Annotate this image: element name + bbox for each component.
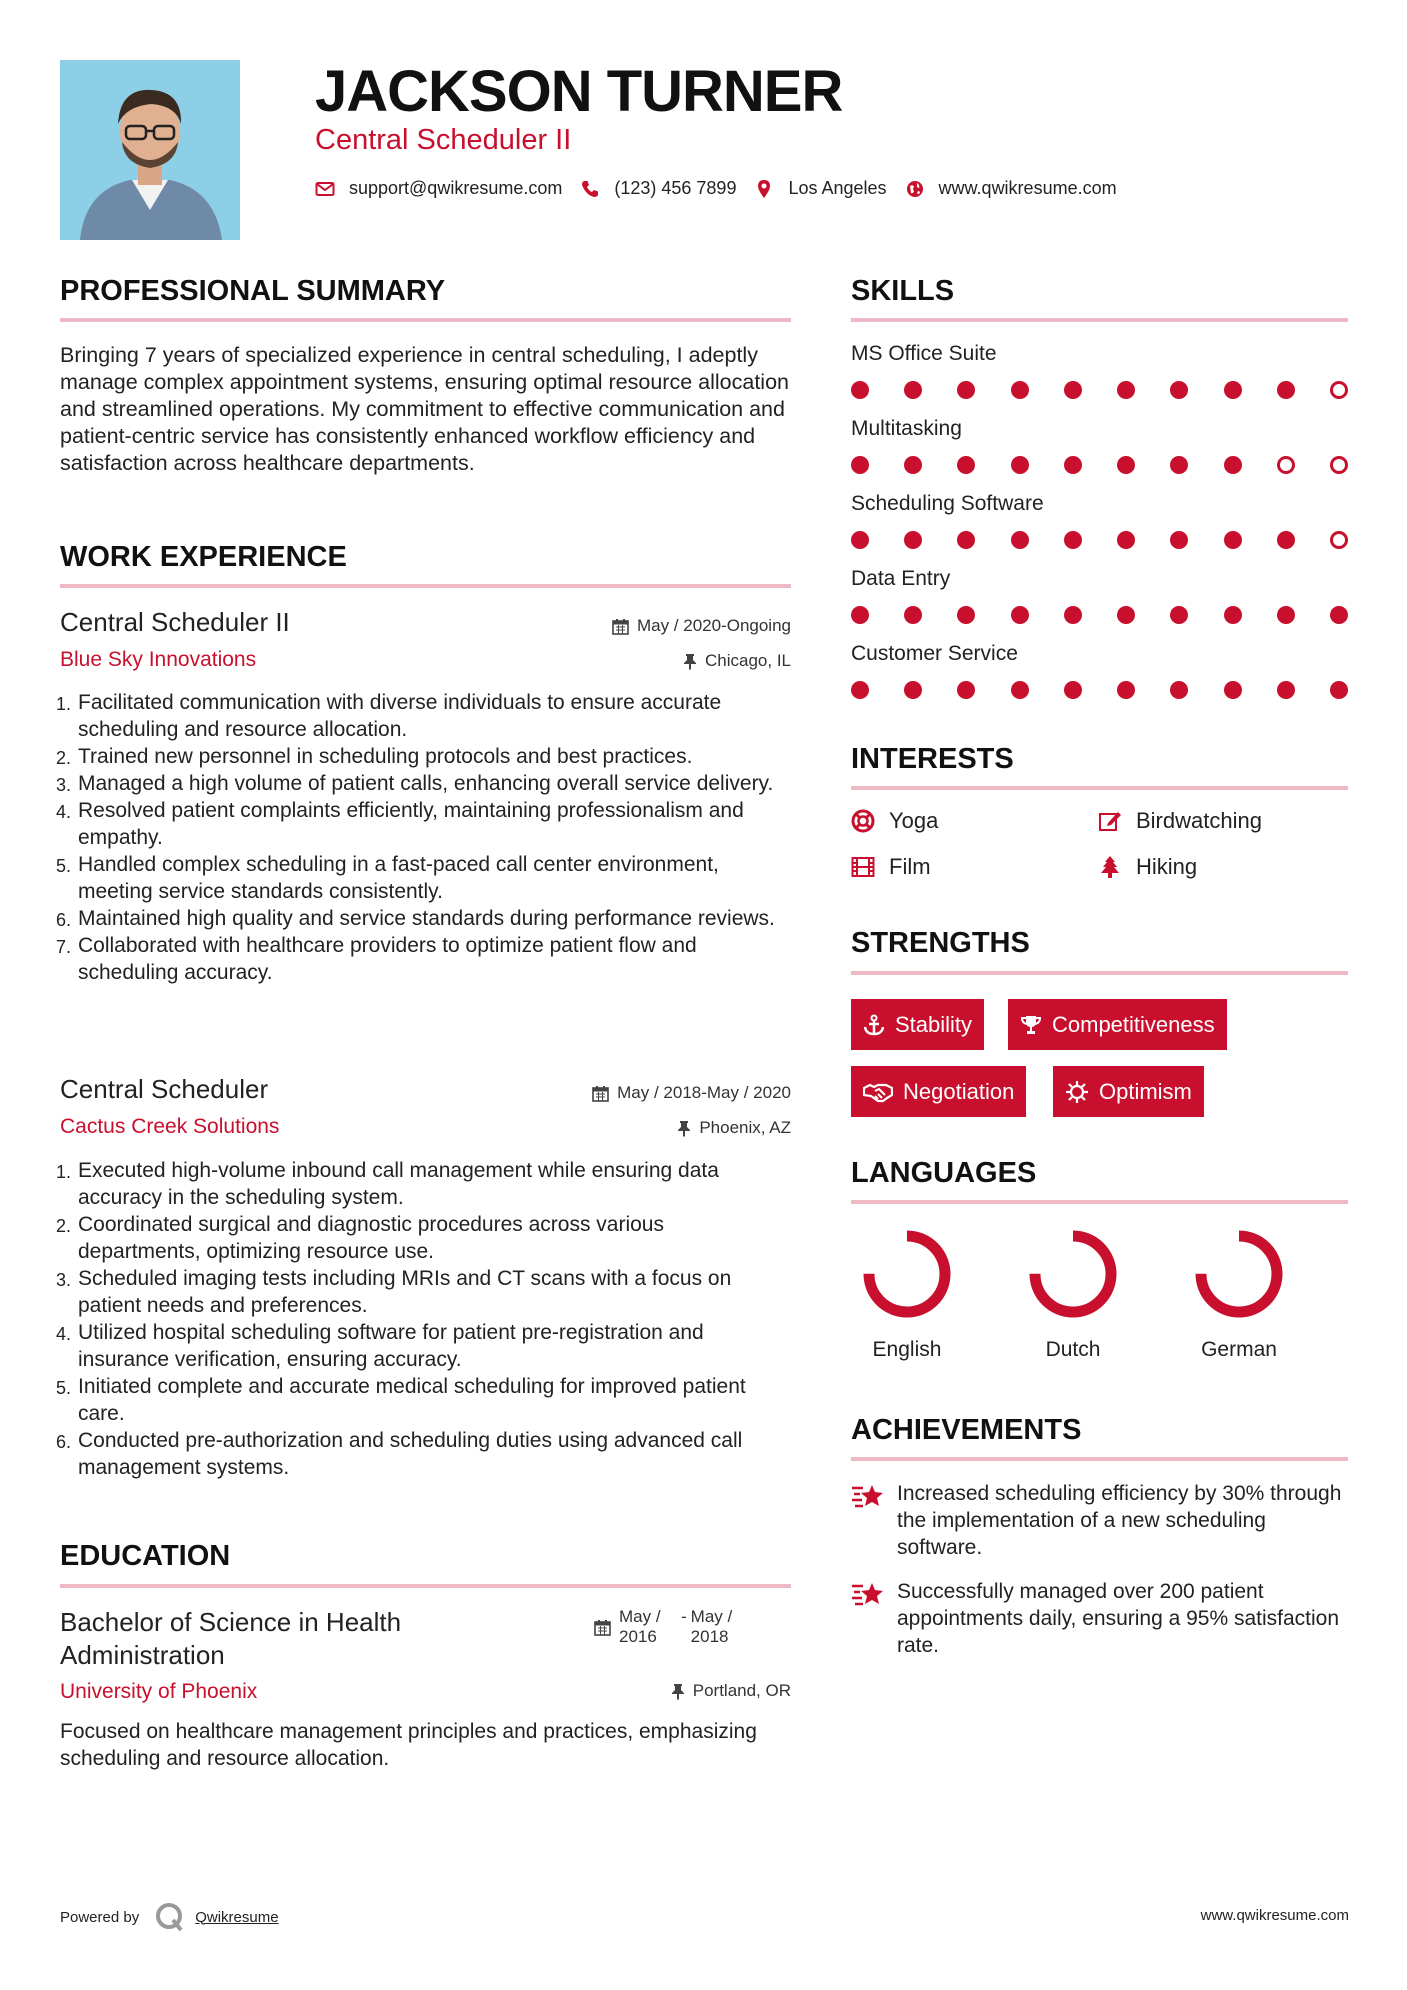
rating-dot-filled — [904, 381, 922, 399]
rating-dot-filled — [904, 681, 922, 699]
strengths-heading: STRENGTHS — [851, 927, 1030, 959]
education-location-text: Portland, OR — [692, 1681, 791, 1700]
film-icon — [851, 855, 875, 879]
achievements-divider — [851, 1457, 1348, 1461]
summary-text: Bringing 7 years of specialized experience in central scheduling, I adeptly manage complex appointment systems, ensuring optimal resource allocation and streamlined operations. My commitment to effective communication and patient-centric service has consistently enhanced workflow efficiency and satisfaction across healthcare departments. — [60, 343, 789, 475]
rating-dot-filled — [1170, 606, 1188, 624]
skill-rating — [851, 455, 1348, 475]
list-item: Handled complex scheduling in a fast-paced call center environment, meeting service standards consistently. — [78, 853, 719, 903]
job-dates-text: May / 2020-Ongoing — [636, 616, 791, 635]
languages-divider — [851, 1200, 1348, 1204]
rating-dot-filled — [1330, 681, 1348, 699]
list-item: Conducted pre-authorization and scheduling duties using advanced call management systems. — [78, 1429, 743, 1479]
education-end: May / 2018 — [690, 1607, 733, 1646]
rating-dot-filled — [1224, 456, 1242, 474]
list-item: Scheduled imaging tests including MRIs and CT scans with a focus on patient needs and preferences. — [78, 1267, 732, 1317]
degree-title: Bachelor of Science in Health Administration — [60, 1607, 402, 1670]
list-item: Facilitated communication with diverse individuals to ensure accurate scheduling and resource allocation. — [78, 691, 722, 741]
globe-icon — [905, 179, 925, 199]
rating-dot-filled — [1224, 531, 1242, 549]
experience-divider — [60, 584, 791, 588]
job-location-text: Phoenix, AZ — [699, 1118, 791, 1137]
strength-tag — [851, 1066, 1026, 1117]
skill-name: Customer Service — [851, 642, 1018, 665]
lifebuoy-icon — [851, 809, 875, 833]
education-dates — [594, 1607, 749, 1647]
achievement-item — [851, 1480, 1351, 1561]
contact-bar — [315, 178, 1135, 199]
interest-label: Film — [889, 854, 931, 879]
job-duties-list — [60, 1157, 791, 1481]
experience-heading: WORK EXPERIENCE — [60, 541, 347, 573]
rating-dot-filled — [1064, 531, 1082, 549]
footer-powered-by — [60, 1900, 279, 1934]
interests-divider — [851, 786, 1348, 790]
skill-name: Scheduling Software — [851, 492, 1044, 515]
contact-phone[interactable] — [580, 178, 736, 199]
job-location-text: Chicago, IL — [705, 651, 791, 670]
profile-photo — [60, 60, 240, 240]
job-title: Central Scheduler II — [60, 607, 290, 637]
pushpin-icon — [671, 1683, 685, 1700]
progress-ring-icon — [1189, 1224, 1289, 1324]
rating-dot-filled — [851, 606, 869, 624]
strength-label: Competitiveness — [1052, 1011, 1215, 1037]
education-description: Focused on healthcare management principles and practices, emphasizing scheduling and resource allocation. — [60, 1720, 757, 1770]
rating-dot-filled — [1277, 531, 1295, 549]
list-item: Initiated complete and accurate medical scheduling for improved patient care. — [78, 1375, 746, 1425]
job-duties-list — [60, 689, 791, 986]
powered-by-text: Powered by — [60, 1908, 140, 1926]
rating-dot-filled — [957, 531, 975, 549]
achievement-text: Increased scheduling efficiency by 30% through the implementation of a new scheduling software. — [897, 1482, 1342, 1559]
candidate-name: JACKSON TURNER — [315, 59, 843, 124]
brand-link[interactable]: Qwikresume — [195, 1908, 279, 1926]
anchor-icon — [863, 1014, 885, 1036]
rating-dot-filled — [1117, 456, 1135, 474]
education-heading: EDUCATION — [60, 1540, 231, 1572]
interest-label: Birdwatching — [1136, 808, 1262, 833]
rating-dot-filled — [1277, 381, 1295, 399]
rating-dot-filled — [1117, 381, 1135, 399]
skill-name: Data Entry — [851, 567, 951, 590]
strength-label: Stability — [895, 1011, 973, 1037]
strength-tag — [1008, 999, 1227, 1050]
language-ring — [1179, 1224, 1299, 1329]
shooting-star-icon — [851, 1482, 885, 1510]
rating-dot-empty — [1277, 456, 1295, 474]
rating-dot-filled — [1224, 381, 1242, 399]
rating-dot-filled — [1224, 681, 1242, 699]
person-avatar-icon — [60, 60, 240, 240]
achievements-heading: ACHIEVEMENTS — [851, 1414, 1082, 1446]
summary-divider — [60, 318, 791, 322]
summary-heading: PROFESSIONAL SUMMARY — [60, 275, 446, 307]
list-item: Resolved patient complaints efficiently, maintaining professionalism and empathy. — [78, 799, 744, 849]
rating-dot-empty — [1330, 381, 1348, 399]
qwikresume-logo-icon — [153, 1900, 187, 1934]
pushpin-icon — [677, 1120, 691, 1137]
rating-dot-filled — [1011, 681, 1029, 699]
interests-heading: INTERESTS — [851, 743, 1014, 775]
language-ring — [847, 1224, 967, 1329]
rating-dot-filled — [1117, 531, 1135, 549]
rating-dot-filled — [1277, 681, 1295, 699]
rating-dot-filled — [1117, 606, 1135, 624]
rating-dot-empty — [1330, 456, 1348, 474]
location-text: Los Angeles — [788, 178, 887, 198]
rating-dot-filled — [957, 456, 975, 474]
job-location — [683, 651, 791, 671]
rating-dot-filled — [904, 456, 922, 474]
interest-label: Hiking — [1136, 854, 1198, 879]
handshake-icon — [863, 1081, 893, 1103]
skill-rating — [851, 380, 1348, 400]
skill-rating — [851, 680, 1348, 700]
interest-label: Yoga — [889, 808, 939, 833]
achievement-item — [851, 1578, 1351, 1659]
email-text: support@qwikresume.com — [349, 178, 563, 198]
rating-dot-filled — [1064, 681, 1082, 699]
progress-arc — [1201, 1236, 1277, 1312]
phone-icon — [580, 179, 600, 199]
rating-dot-filled — [1117, 681, 1135, 699]
job-dates — [612, 616, 791, 636]
list-item: Coordinated surgical and diagnostic procedures across various departments, optimizing resource use. — [78, 1213, 664, 1263]
achievement-text: Successfully managed over 200 patient appointments daily, ensuring a 95% satisfaction rate. — [897, 1580, 1340, 1657]
education-divider — [60, 1584, 791, 1588]
phone-text: (123) 456 7899 — [614, 178, 737, 198]
rating-dot-filled — [1170, 531, 1188, 549]
job-company: Cactus Creek Solutions — [60, 1115, 280, 1138]
rating-dot-filled — [1064, 606, 1082, 624]
languages-heading: LANGUAGES — [851, 1157, 1037, 1189]
list-item: Utilized hospital scheduling software for patient pre-registration and insurance verification, ensuring accuracy. — [78, 1321, 704, 1371]
skills-heading: SKILLS — [851, 275, 955, 307]
contact-website[interactable] — [905, 178, 1117, 199]
rating-dot-filled — [1170, 681, 1188, 699]
rating-dot-filled — [957, 381, 975, 399]
interest-item — [1098, 808, 1262, 834]
list-item: Maintained high quality and service standards during performance reviews. — [78, 907, 775, 930]
language-ring — [1013, 1224, 1133, 1329]
tree-icon — [1098, 855, 1122, 879]
strengths-divider — [851, 971, 1348, 975]
strength-label: Negotiation — [903, 1078, 1015, 1104]
calendar-icon — [592, 1085, 609, 1102]
calendar-icon — [612, 618, 629, 635]
rating-dot-filled — [904, 606, 922, 624]
job-title: Central Scheduler — [60, 1074, 269, 1104]
interest-item — [1098, 854, 1197, 880]
candidate-title: Central Scheduler II — [315, 124, 572, 156]
rating-dot-filled — [1064, 456, 1082, 474]
skill-name: Multitasking — [851, 417, 962, 440]
rating-dot-filled — [957, 681, 975, 699]
language-name: German — [1201, 1338, 1277, 1361]
progress-ring-icon — [1023, 1224, 1123, 1324]
strength-tag — [1053, 1066, 1204, 1117]
interest-item — [851, 854, 931, 880]
calendar-icon — [594, 1619, 611, 1636]
skills-divider — [851, 318, 1348, 322]
list-item: Trained new personnel in scheduling protocols and best practices. — [78, 745, 693, 768]
strength-label: Optimism — [1099, 1078, 1192, 1104]
map-marker-icon — [754, 179, 774, 199]
contact-location — [754, 178, 886, 199]
job-location — [677, 1118, 791, 1138]
rating-dot-filled — [1170, 456, 1188, 474]
date-separator: - — [681, 1607, 687, 1626]
education-location — [671, 1681, 791, 1701]
rating-dot-filled — [1277, 606, 1295, 624]
trophy-icon — [1020, 1014, 1042, 1036]
pushpin-icon — [683, 653, 697, 670]
footer-website[interactable]: www.qwikresume.com — [1200, 1907, 1349, 1924]
list-item: Executed high-volume inbound call management while ensuring data accuracy in the scheduling system. — [78, 1159, 719, 1209]
rating-dot-filled — [1011, 531, 1029, 549]
job-dates-text: May / 2018-May / 2020 — [617, 1083, 791, 1102]
shooting-star-icon — [851, 1580, 885, 1608]
education-start: May / 2016 — [619, 1607, 661, 1646]
edit-icon — [1098, 809, 1122, 833]
school-name: University of Phoenix — [60, 1680, 258, 1703]
rating-dot-filled — [1064, 381, 1082, 399]
rating-dot-filled — [1170, 381, 1188, 399]
progress-arc — [1035, 1236, 1111, 1312]
website-text: www.qwikresume.com — [938, 178, 1117, 198]
rating-dot-filled — [1011, 381, 1029, 399]
contact-email[interactable] — [315, 178, 562, 199]
job-dates — [592, 1083, 791, 1103]
rating-dot-empty — [1330, 531, 1348, 549]
skill-rating — [851, 605, 1348, 625]
strength-tag — [851, 999, 984, 1050]
skill-name: MS Office Suite — [851, 342, 997, 365]
progress-ring-icon — [857, 1224, 957, 1324]
list-item: Managed a high volume of patient calls, enhancing overall service delivery. — [78, 772, 774, 795]
language-name: Dutch — [1045, 1338, 1101, 1361]
rating-dot-filled — [904, 531, 922, 549]
sun-icon — [1065, 1080, 1089, 1104]
interest-item — [851, 808, 938, 834]
rating-dot-filled — [851, 681, 869, 699]
rating-dot-filled — [851, 381, 869, 399]
language-name: English — [872, 1338, 942, 1361]
list-item: Collaborated with healthcare providers to optimize patient flow and scheduling accuracy. — [78, 934, 697, 984]
job-company: Blue Sky Innovations — [60, 648, 257, 671]
rating-dot-filled — [957, 606, 975, 624]
rating-dot-filled — [1011, 606, 1029, 624]
rating-dot-filled — [1011, 456, 1029, 474]
skill-rating — [851, 530, 1348, 550]
rating-dot-filled — [851, 456, 869, 474]
rating-dot-filled — [1224, 606, 1242, 624]
progress-arc — [869, 1236, 945, 1312]
rating-dot-filled — [851, 531, 869, 549]
rating-dot-filled — [1330, 606, 1348, 624]
envelope-icon — [315, 179, 335, 199]
